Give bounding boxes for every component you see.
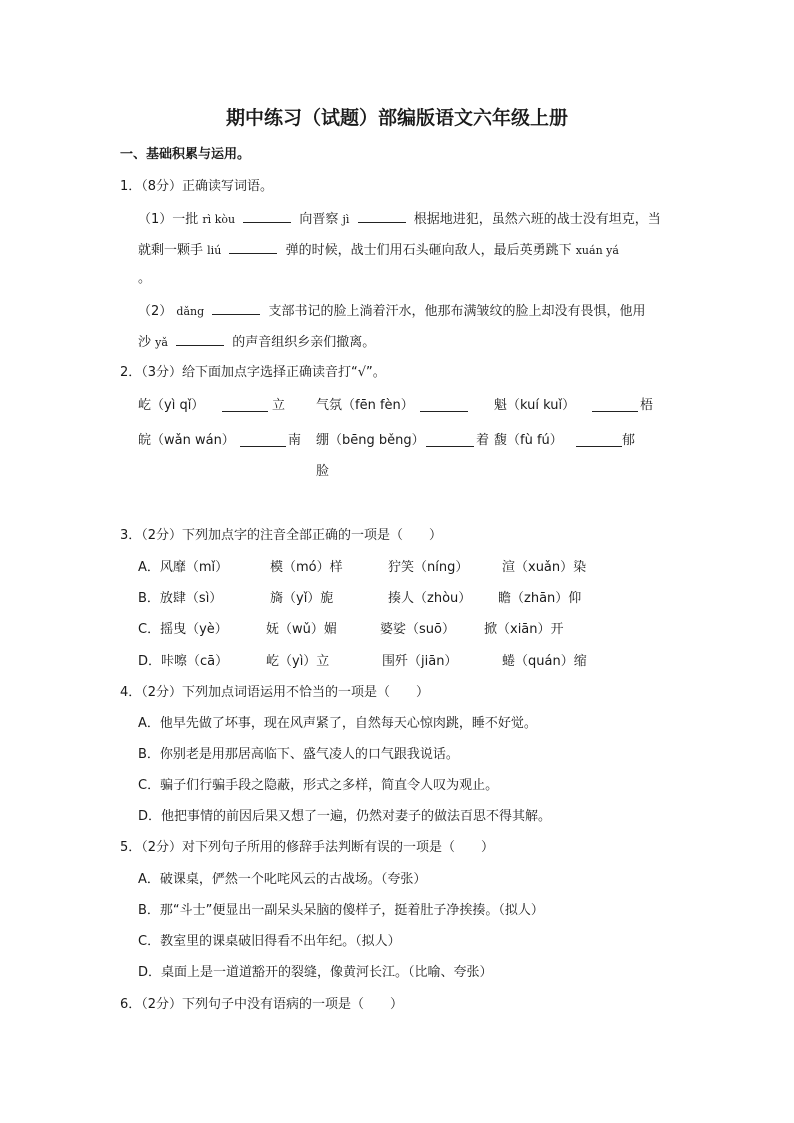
q5-option[interactable]: D．桌面上是一道道豁开的裂缝，像黄河长江。（比喻、夸张） — [138, 965, 493, 980]
q3-option[interactable]: D．咔嚓（cā） — [138, 654, 229, 669]
text: 弹的时候，战士们用石头砸向敌人，最后英勇跳下 — [285, 243, 572, 258]
pinyin: jì — [342, 213, 350, 226]
answer-blank[interactable] — [222, 399, 268, 412]
q2-item: 屹（yì qǐ） — [138, 398, 205, 413]
question-1-stem: 1．（8分）正确读写词语。 — [120, 179, 274, 194]
question-1-line-3: 。 — [138, 271, 152, 286]
q3-option-part: 妩（wǔ）媚 — [266, 622, 337, 637]
q3-option-part: 围歼（jiān） — [382, 654, 458, 669]
answer-blank[interactable] — [240, 434, 286, 447]
pinyin: yǎ — [155, 336, 168, 349]
q3-option-part: 模（mó）样 — [270, 560, 343, 575]
answer-blank[interactable] — [426, 434, 474, 447]
text: （1）一批 — [138, 212, 199, 227]
q4-option[interactable]: D．他把事情的前因后果又想了一遍，仍然对妻子的做法百思不得其解。 — [138, 809, 552, 824]
q4-option[interactable]: C．骗子们行骗手段之隐蔽，形式之多样，简直令人叹为观止。 — [138, 778, 499, 793]
text: 根据地进犯，虽然六班的战士没有坦克，当 — [413, 212, 661, 227]
pinyin: dǎng — [176, 305, 205, 318]
section-heading: 一、基础积累与运用。 — [120, 147, 251, 162]
pinyin: liú — [207, 244, 222, 257]
q2-item: 绷（bēng běng） — [316, 433, 425, 448]
q2-item: 着 — [476, 433, 490, 448]
answer-blank[interactable] — [576, 434, 622, 447]
answer-blank[interactable] — [243, 210, 291, 223]
q2-item: 皖（wǎn wán） — [138, 433, 235, 448]
q3-option[interactable]: B．放肆（sì） — [138, 591, 223, 606]
q3-option-part: 瞻（zhān）仰 — [498, 591, 582, 606]
question-1-line-5 — [138, 333, 375, 351]
q2-item: 脸 — [316, 464, 330, 479]
text: 支部书记的脸上淌着汗水，他那布满皱纹的脸上却没有畏惧，他用 — [268, 304, 646, 319]
q4-option[interactable]: A．他早先做了坏事，现在风声紧了，自然每天心惊肉跳，睡不好觉。 — [138, 716, 537, 731]
answer-blank[interactable] — [358, 210, 406, 223]
pinyin: xuán yá — [575, 244, 619, 257]
q3-option-part: 渲（xuǎn）染 — [502, 560, 587, 575]
q3-option[interactable]: A．风靡（mǐ） — [138, 560, 229, 575]
q4-option[interactable]: B．你别老是用那居高临下、盛气凌人的口气跟我说话。 — [138, 747, 459, 762]
q5-option[interactable]: B．那“斗士”便显出一副呆头呆脑的傻样子，挺着肚子净挨揍。（拟人） — [138, 903, 544, 918]
q3-option-part: 狞笑（níng） — [388, 560, 469, 575]
text: （2） — [138, 304, 173, 319]
q3-option-part: 蜷（quán）缩 — [502, 654, 587, 669]
text: 沙 — [138, 335, 152, 350]
q2-item: 梧 — [640, 398, 654, 413]
question-6-stem: 6．（2分）下列句子中没有语病的一项是（ ） — [120, 997, 404, 1012]
q3-option-part: 揍人（zhòu） — [388, 591, 472, 606]
page-title: 期中练习（试题）部编版语文六年级上册 — [225, 107, 568, 129]
q2-item: 立 — [272, 398, 286, 413]
text: 向晋察 — [299, 212, 339, 227]
answer-blank[interactable] — [592, 399, 638, 412]
pinyin: rì kòu — [202, 213, 236, 226]
q3-option-part: 屹（yì）立 — [266, 654, 330, 669]
question-1-line-4 — [138, 302, 645, 320]
q2-item: 郁 — [622, 433, 636, 448]
q3-option-part: 旖（yǐ）旎 — [270, 591, 334, 606]
q5-option[interactable]: C．教室里的课桌破旧得看不出年纪。（拟人） — [138, 934, 401, 949]
q2-item: 魁（kuí kuǐ） — [494, 398, 576, 413]
answer-blank[interactable] — [176, 333, 224, 346]
q3-option[interactable]: C．摇曳（yè） — [138, 622, 228, 637]
q2-item: 南 — [288, 433, 302, 448]
answer-blank[interactable] — [420, 399, 468, 412]
q5-option[interactable]: A．破课桌，俨然一个叱咤风云的古战场。（夸张） — [138, 872, 427, 887]
answer-blank[interactable] — [229, 241, 277, 254]
question-3-stem: 3．（2分）下列加点字的注音全部正确的一项是（ ） — [120, 528, 443, 543]
question-4-stem: 4．（2分）下列加点词语运用不恰当的一项是（ ） — [120, 685, 430, 700]
question-1-line-2 — [138, 241, 619, 259]
question-5-stem: 5．（2分）对下列句子所用的修辞手法判断有误的一项是（ ） — [120, 840, 495, 855]
answer-blank[interactable] — [212, 302, 260, 315]
text: 的声音组织乡亲们撤离。 — [232, 335, 376, 350]
text: 就剩一颗手 — [138, 243, 204, 258]
q2-item: 气氛（fēn fèn） — [316, 398, 414, 413]
q3-option-part: 掀（xiān）开 — [484, 622, 564, 637]
q2-item: 馥（fù fú） — [494, 433, 563, 448]
question-1-line-1 — [138, 210, 661, 228]
question-2-stem: 2．（3分）给下面加点字选择正确读音打“√”。 — [120, 365, 386, 380]
q3-option-part: 婆娑（suō） — [380, 622, 455, 637]
